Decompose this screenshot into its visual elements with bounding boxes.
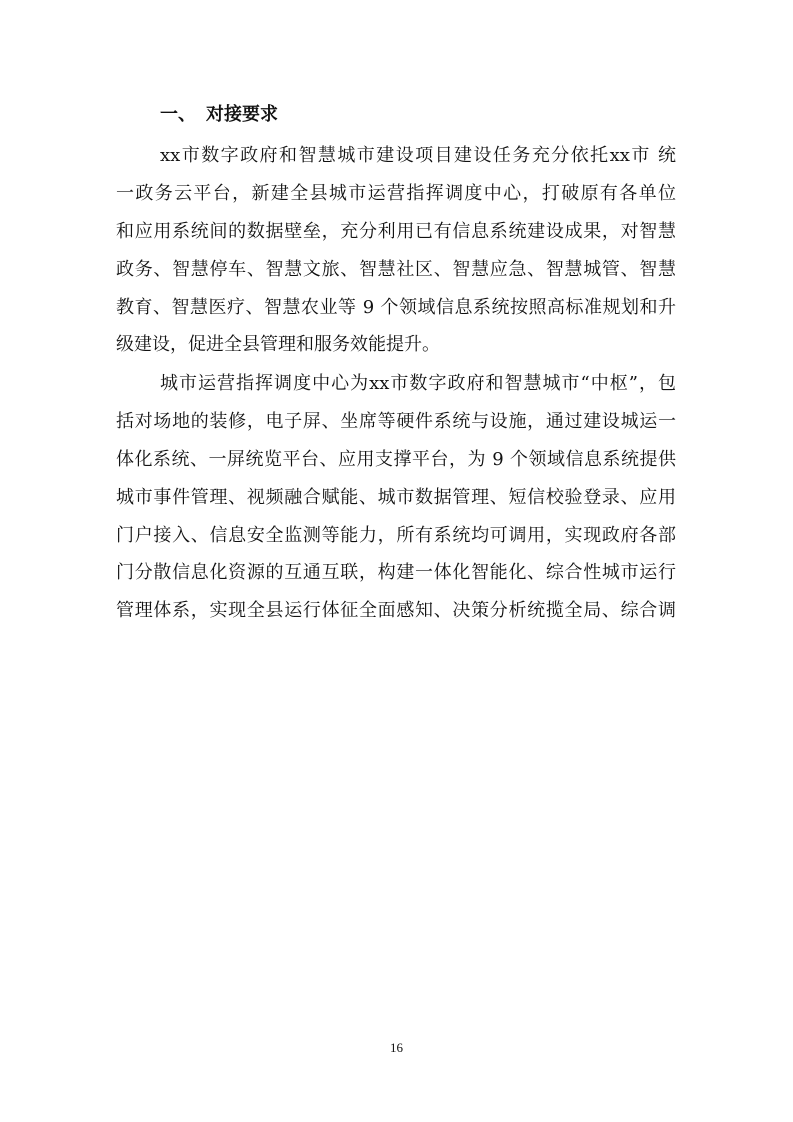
paragraph-line: 政务、智慧停车、智慧文旅、智慧社区、智慧应急、智慧城管、智慧 xyxy=(116,258,676,280)
section-title: 对接要求 xyxy=(206,104,278,125)
paragraph-1 xyxy=(116,137,676,364)
paragraph-line: 城市运营指挥调度中心为xx市数字政府和智慧城市“中枢”，包 xyxy=(160,373,676,394)
paragraph-line: 城市事件管理、视频融合赋能、城市数据管理、短信校验登录、应用 xyxy=(116,486,676,508)
paragraph-line: 级建设，促进全县管理和服务效能提升。 xyxy=(116,334,440,356)
paragraph-2 xyxy=(116,365,676,630)
paragraph-line: 管理体系，实现全县运行体征全面感知、决策分析统揽全局、综合调 xyxy=(116,600,676,622)
paragraph-line: 体化系统、一屏统览平台、应用支撑平台，为 9 个领域信息系统提供 xyxy=(116,448,676,470)
paragraph-line: 和应用系统间的数据壁垒，充分利用已有信息系统建设成果，对智慧 xyxy=(116,220,676,242)
paragraph-line: 一政务云平台，新建全县城市运营指挥调度中心，打破原有各单位 xyxy=(116,182,676,204)
section-heading xyxy=(160,100,278,130)
paragraph-line: 括对场地的装修，电子屏、坐席等硬件系统与设施，通过建设城运一 xyxy=(116,410,676,432)
page-number: 16 xyxy=(390,1040,403,1055)
paragraph-line: 门户接入、信息安全监测等能力，所有系统均可调用，实现政府各部 xyxy=(116,524,676,546)
section-number: 一、 xyxy=(160,104,196,125)
paragraph-line: 教育、智慧医疗、智慧农业等 9 个领域信息系统按照高标准规划和升 xyxy=(116,296,676,318)
paragraph-line: 门分散信息化资源的互通互联，构建一体化智能化、综合性城市运行 xyxy=(116,562,676,584)
paragraph-line: xx市数字政府和智慧城市建设项目建设任务充分依托xx市 统 xyxy=(160,145,676,166)
